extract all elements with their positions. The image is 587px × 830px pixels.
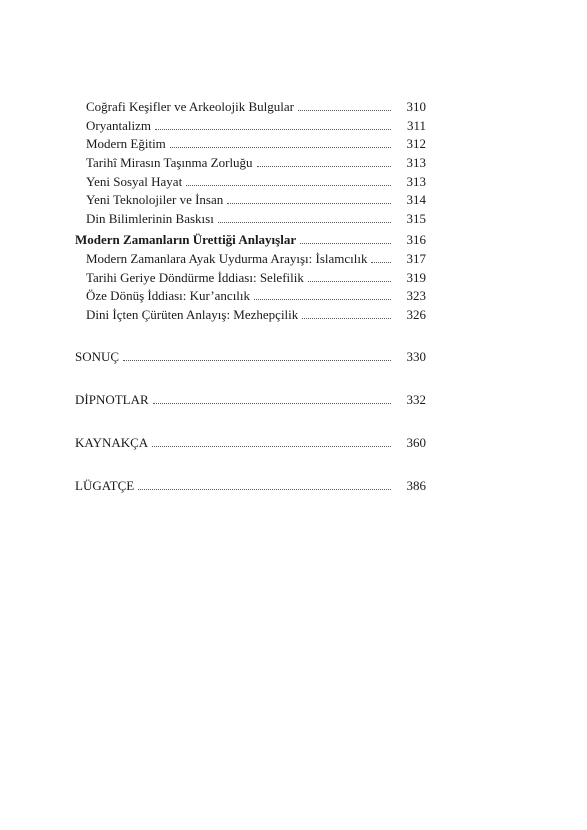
toc-entry-title: Modern Zamanların Ürettiği Anlayışlar [75,232,297,247]
toc-entry-page: 311 [406,118,426,133]
toc-entry-page: 312 [406,136,426,151]
toc-entry-title: Tarihi Geriye Döndürme İddiası: Selefilik [86,270,304,285]
dot-leader [155,129,391,130]
toc-entry-title: LÜGATÇE [75,478,135,493]
toc-entry[interactable] [86,210,426,228]
toc-entry-page: 319 [406,270,426,285]
toc-entry-title: DİPNOTLAR [75,392,149,407]
toc-entry[interactable] [86,250,426,268]
toc-entry-title: Dini İçten Çürüten Anlayış: Mezhepçilik [86,307,299,322]
toc-entry[interactable] [86,154,426,172]
dot-leader [152,446,391,447]
dot-leader [302,318,391,319]
toc-entry-title: Modern Eğitim [86,136,166,151]
toc-entry-title: Tarihî Mirasın Taşınma Zorluğu [86,155,253,170]
toc-entry-title: Yeni Sosyal Hayat [86,174,183,189]
toc-entry-title: Modern Zamanlara Ayak Uydurma Arayışı: İslamcılık [86,251,368,266]
toc-entry-page: 316 [406,232,426,247]
toc-chapter[interactable] [75,391,426,409]
toc-entry[interactable] [86,98,426,116]
toc-chapter[interactable] [75,477,426,495]
dot-leader [371,262,391,263]
toc-entry-page: 310 [406,99,426,114]
toc-chapter[interactable] [75,434,426,452]
toc-section-heading[interactable] [75,231,426,249]
dot-leader [298,110,391,111]
toc-entry-title: Din Bilimlerinin Baskısı [86,211,214,226]
toc-entry-title: SONUÇ [75,349,120,364]
toc-entry-page: 314 [406,192,426,207]
dot-leader [170,147,391,148]
dot-leader [123,360,391,361]
toc-entry[interactable] [86,191,426,209]
toc-entry-page: 326 [406,307,426,322]
toc-entry-page: 313 [406,174,426,189]
toc-entry[interactable] [86,135,426,153]
toc-entry[interactable] [86,173,426,191]
toc-entry-page: 332 [406,392,426,407]
toc-entry-title: Öze Dönüş İddiası: Kur’ancılık [86,288,251,303]
toc-entry[interactable] [86,269,426,287]
toc-entry[interactable] [86,306,426,324]
dot-leader [300,243,391,244]
dot-leader [254,299,391,300]
toc-entry[interactable] [86,287,426,305]
dot-leader [186,185,391,186]
dot-leader [227,203,391,204]
toc-entry-page: 313 [406,155,426,170]
dot-leader [218,222,391,223]
toc-entry-page: 386 [406,478,426,493]
dot-leader [257,166,391,167]
toc-entry-title: Coğrafi Keşifler ve Arkeolojik Bulgular [86,99,294,114]
dot-leader [138,489,391,490]
toc-entry-page: 360 [406,435,426,450]
toc-entry-page: 323 [406,288,426,303]
dot-leader [308,281,391,282]
toc-entry[interactable] [86,117,426,135]
toc-entry-page: 315 [406,211,426,226]
toc-chapter[interactable] [75,348,426,366]
dot-leader [153,403,391,404]
toc-entry-title: Oryantalizm [86,118,151,133]
toc-entry-title: Yeni Teknolojiler ve İnsan [86,192,224,207]
toc-entry-title: KAYNAKÇA [75,435,149,450]
toc-entry-page: 317 [406,251,426,266]
toc-entry-page: 330 [406,349,426,364]
